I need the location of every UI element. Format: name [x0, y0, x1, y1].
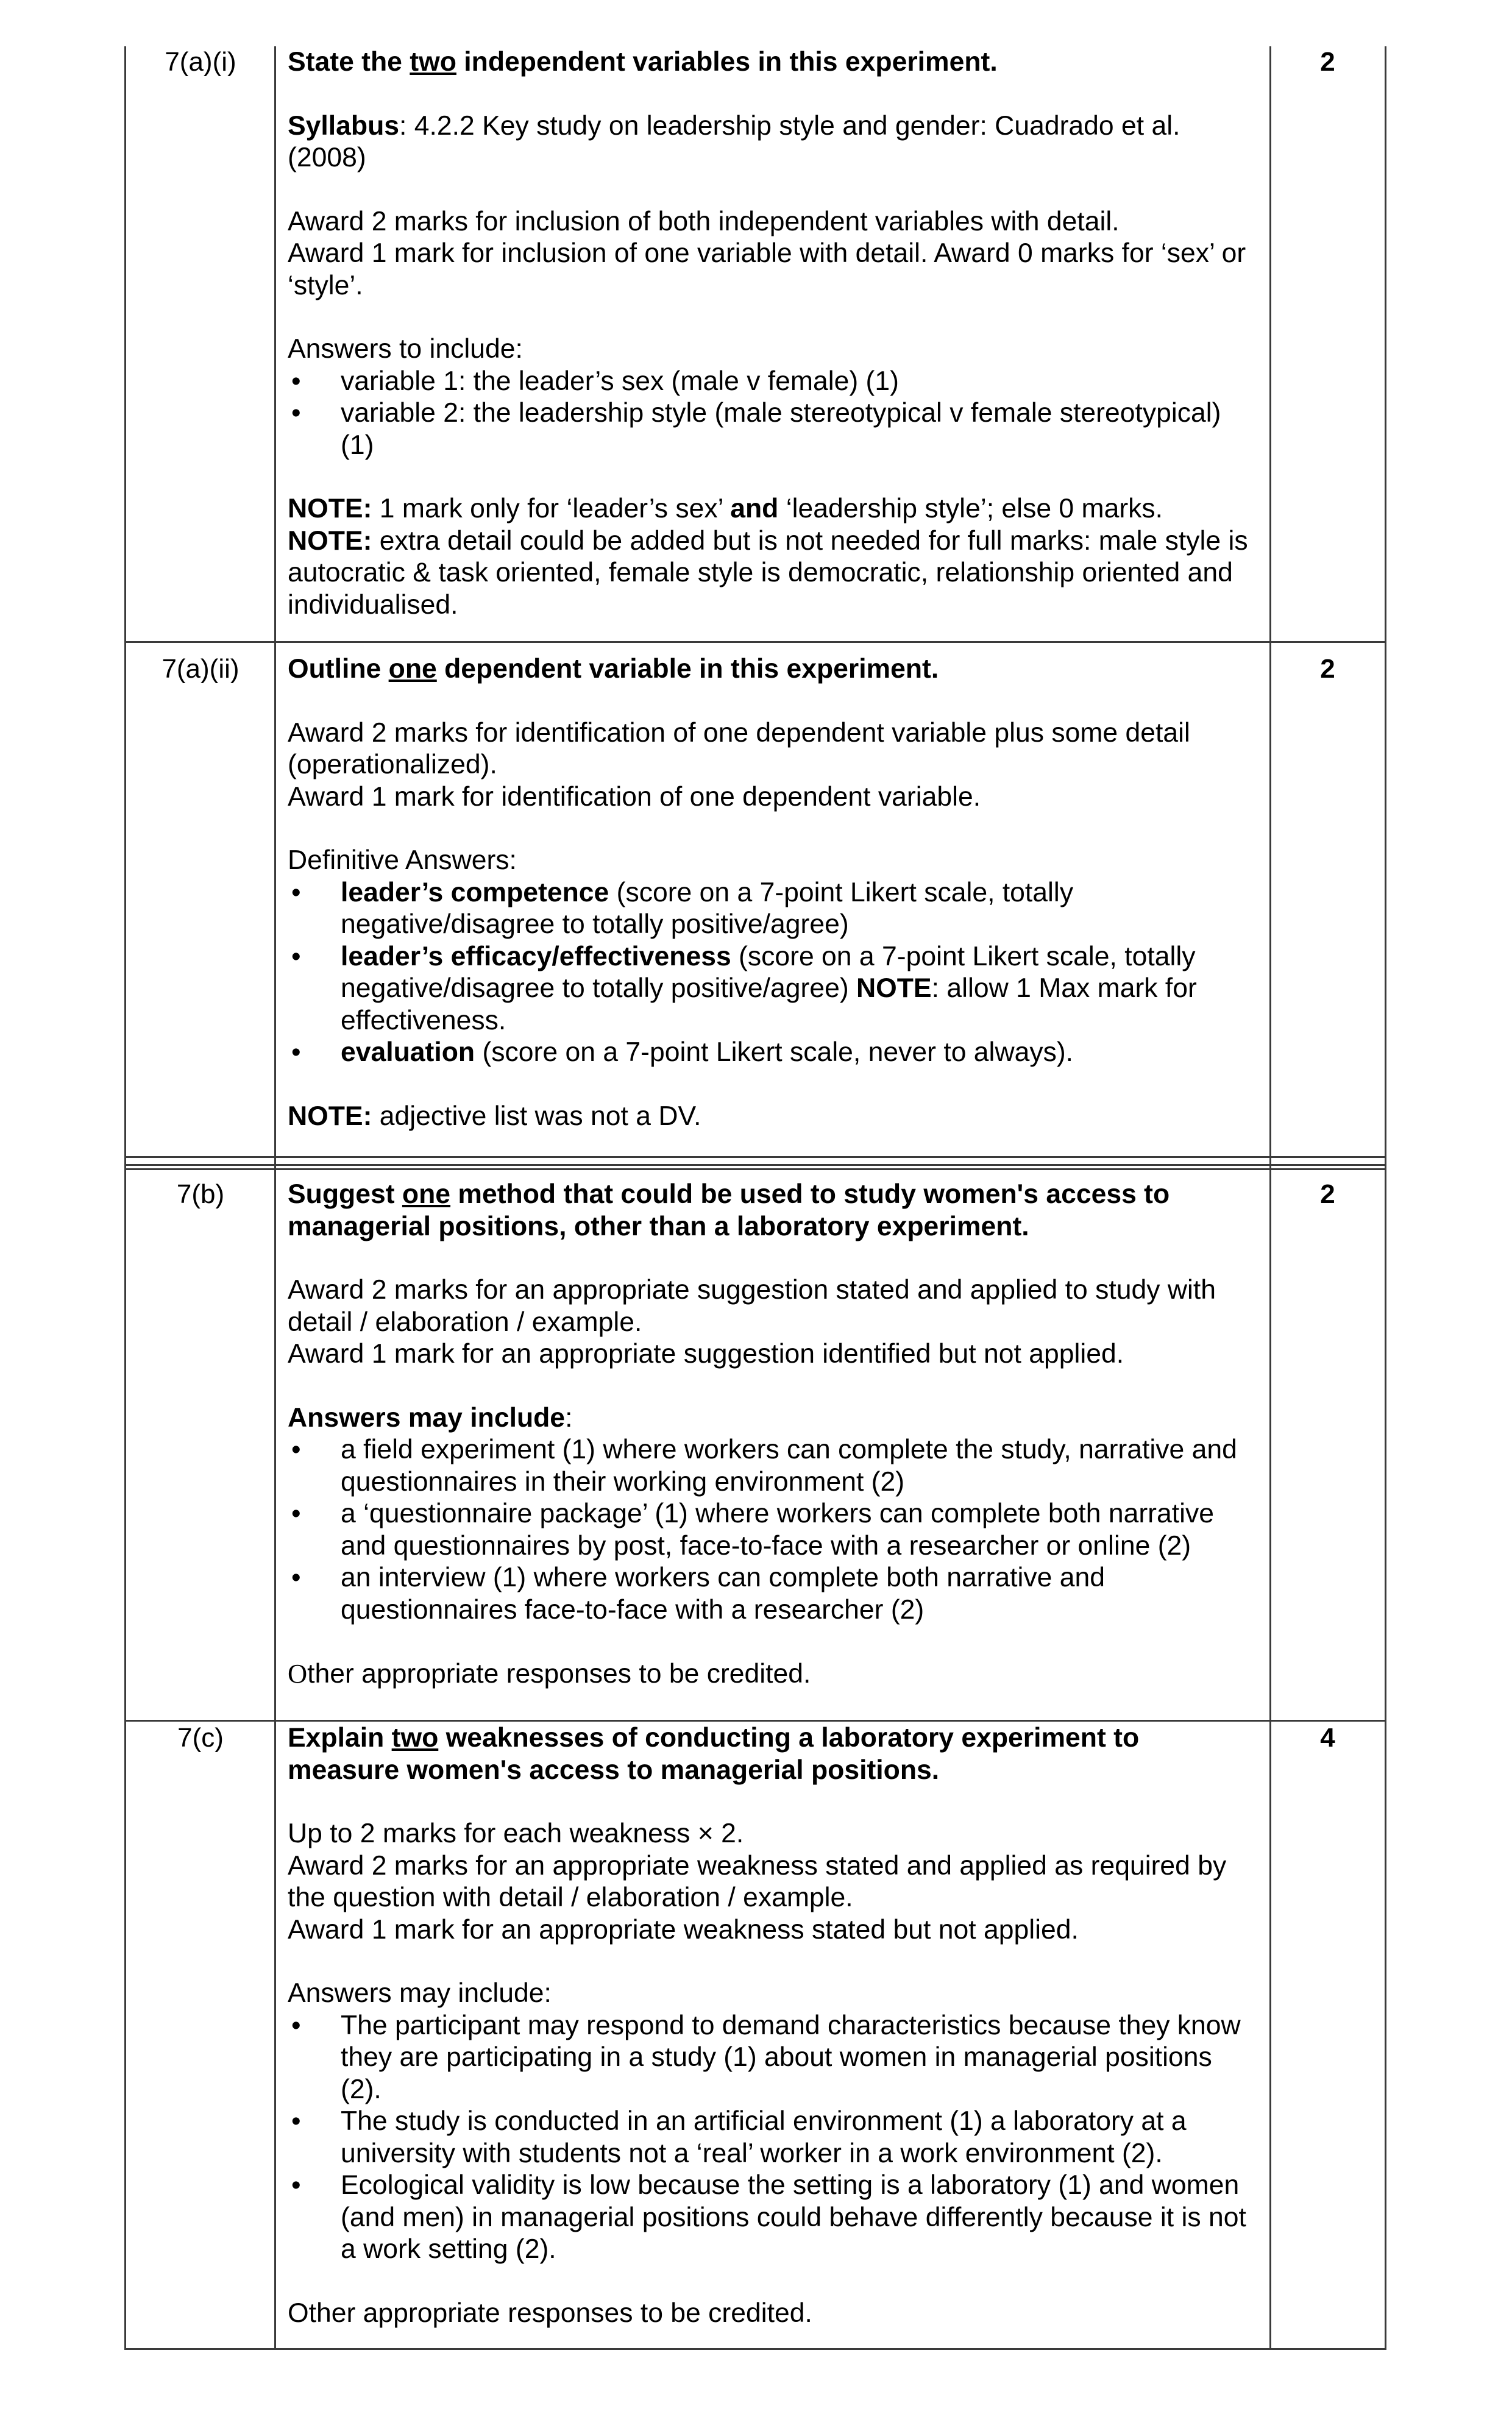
answers-heading: Answers may include: [288, 1402, 573, 1433]
award-criteria: Award 1 mark for an appropriate weakness stated but not applied. [288, 1914, 1079, 1945]
answer-guidance [288, 46, 1258, 621]
list-item: • leader’s efficacy/effectiveness (score on a 7-point Likert scale, totally negative/disagree to totally positive/agree) NOTE: allow 1 Max mark for effectiveness. [291, 941, 1197, 1035]
question-number: 7(a)(i) [165, 47, 236, 77]
answer-guidance [288, 653, 1258, 1132]
list-item: • evaluation (score on a 7-point Likert scale, never to always). [291, 1037, 1074, 1067]
row-divider [124, 1168, 1386, 1170]
answer-guidance [288, 1179, 1258, 1691]
syllabus-reference: Syllabus: 4.2.2 Key study on leadership style and gender: Cuadrado et al. (2008) [288, 110, 1180, 172]
answer-guidance [288, 1722, 1258, 2329]
award-criteria: Award 2 marks for an appropriate weakness stated and applied as required by the question with detail / elaboration / example. [288, 1850, 1227, 1912]
answers-heading: Answers may include: [288, 1978, 552, 2008]
marking-note: NOTE: 1 mark only for ‘leader’s sex’ and ‘leadership style’; else 0 marks. [288, 494, 1163, 524]
marks-value: 2 [1320, 654, 1335, 684]
question-text: Suggest one method that could be used to study women's access to managerial positions, other than a laboratory experiment. [288, 1179, 1170, 1241]
award-criteria: Award 2 marks for inclusion of both independent variables with detail. [288, 206, 1120, 236]
mark-allocation: Up to 2 marks for each weakness × 2. [288, 1819, 744, 1848]
award-criteria: Award 1 mark for identification of one dependent variable. [288, 781, 981, 812]
list-item: • The study is conducted in an artificial environment (1) a laboratory at a university with students not a ‘real’ worker in a work environment (2). [291, 2106, 1187, 2168]
question-text: Outline one dependent variable in this experiment. [288, 654, 939, 684]
question-text: State the two independent variables in this experiment. [288, 47, 998, 77]
row-divider [124, 641, 1386, 643]
list-item: • variable 2: the leadership style (male stereotypical v female stereotypical) (1) [291, 398, 1221, 460]
award-criteria: Award 2 marks for identification of one dependent variable plus some detail (operationalized). [288, 717, 1190, 779]
list-item: • The participant may respond to demand characteristics because they know they are participating in a study (1) about women in managerial positions (2). [291, 2010, 1241, 2104]
marking-note: NOTE: adjective list was not a DV. [288, 1101, 701, 1131]
list-item: • variable 1: the leader’s sex (male v female) (1) [291, 366, 899, 396]
list-item: • leader’s competence (score on a 7-point Likert scale, totally negative/disagree to totally positive/agree) [291, 877, 1074, 939]
marks-value: 4 [1320, 1723, 1335, 1753]
table-border-right [1385, 46, 1386, 2350]
question-text: Explain two weaknesses of conducting a laboratory experiment to measure women's access to managerial positions. [288, 1723, 1140, 1785]
list-item: • Ecological validity is low because the setting is a laboratory (1) and women (and men) in managerial positions could behave differently because it is not a work setting (2). [291, 2170, 1246, 2264]
row-divider [124, 1720, 1386, 1722]
table-border-bottom [124, 2348, 1386, 2350]
marks-value: 2 [1320, 1179, 1335, 1209]
credit-note: Other appropriate responses to be credited. [288, 1658, 811, 1689]
answers-heading: Answers to include: [288, 334, 523, 364]
list-item: • a ‘questionnaire package’ (1) where workers can complete both narrative and questionnaires by post, face-to-face with a researcher or online (2) [291, 1499, 1214, 1561]
answers-heading: Definitive Answers: [288, 845, 517, 875]
list-item: • a field experiment (1) where workers can complete the study, narrative and questionnaires in their working environment (2) [291, 1435, 1237, 1497]
question-number: 7(a)(ii) [161, 654, 240, 684]
row-divider [124, 1156, 1386, 1158]
list-item: • an interview (1) where workers can complete both narrative and questionnaires face-to-face with a researcher (2) [291, 1563, 1106, 1625]
marks-value: 2 [1320, 47, 1335, 77]
marking-note: NOTE: extra detail could be added but is not needed for full marks: male style is autocratic & task oriented, female style is democratic, relationship oriented and individualised. [288, 525, 1248, 620]
credit-note: Other appropriate responses to be credited. [288, 2298, 812, 2328]
award-criteria: Award 1 mark for an appropriate suggestion identified but not applied. [288, 1339, 1124, 1369]
row-divider [124, 1164, 1386, 1166]
question-number: 7(c) [177, 1723, 224, 1753]
award-criteria: Award 2 marks for an appropriate suggestion stated and applied to study with detail / elaboration / example. [288, 1275, 1216, 1337]
question-number: 7(b) [176, 1179, 225, 1209]
award-criteria: Award 1 mark for inclusion of one variable with detail. Award 0 marks for ‘sex’ or ‘style’. [288, 238, 1246, 300]
